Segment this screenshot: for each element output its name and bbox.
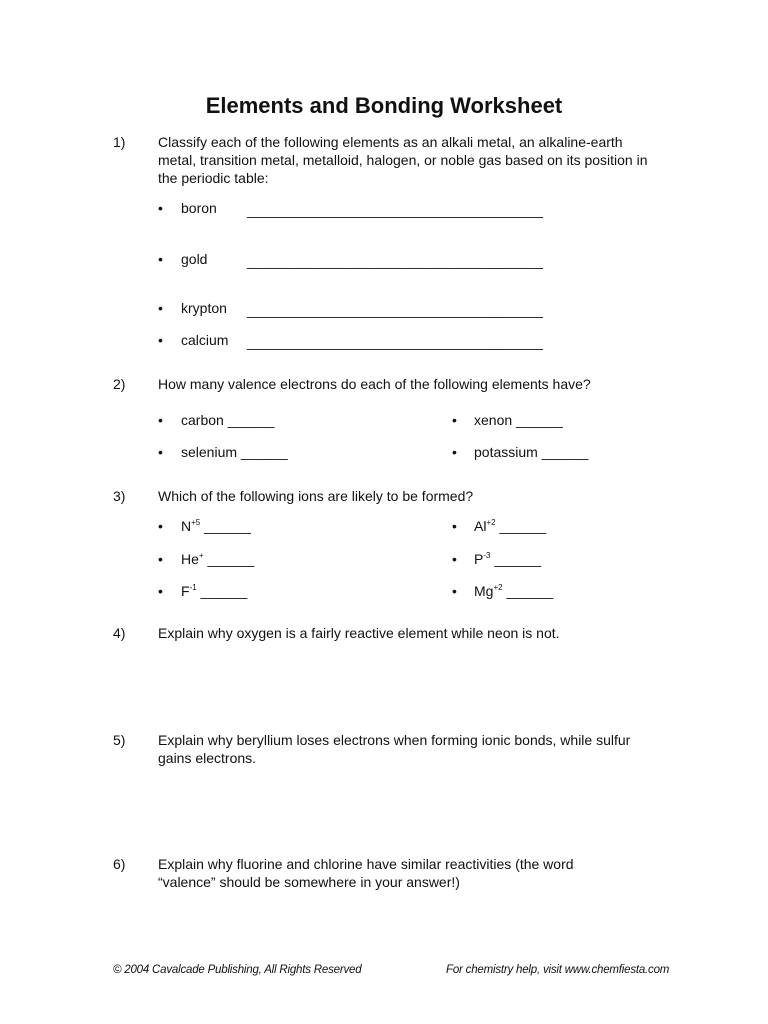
question-1-number: 1) (113, 134, 126, 150)
q2-item-potassium: potassium ______ (474, 444, 589, 460)
bullet-icon: • (452, 551, 457, 567)
q2-item-xenon: xenon ______ (474, 412, 563, 428)
worksheet-title: Elements and Bonding Worksheet (205, 93, 563, 118)
bullet-icon: • (158, 332, 163, 348)
bullet-icon: • (452, 412, 457, 428)
q1-item-gold: gold (181, 251, 208, 267)
bullet-icon: • (452, 583, 457, 599)
answer-line: ______________________________________ (247, 253, 543, 269)
copyright-notice: © 2004 Cavalcade Publishing, All Rights Reserved (113, 964, 362, 976)
q3-item-aluminum-ion: $Al^{+2}$ ______ (474, 518, 547, 534)
question-5-text: Explain why beryllium loses electrons when forming ionic bonds, while sulfur gains electrons. (158, 732, 631, 766)
question-4-text: Explain why oxygen is a fairly reactive element while neon is not. (158, 625, 560, 641)
bullet-icon: • (158, 583, 163, 599)
bullet-icon: • (158, 444, 163, 460)
bullet-icon: • (452, 518, 457, 534)
q1-item-boron: boron (181, 200, 217, 216)
answer-line: ______________________________________ (247, 302, 543, 318)
chemistry-help-link[interactable]: For chemistry help, visit www.chemfiesta.com (446, 964, 670, 976)
q3-item-helium-ion: He+ ______ (181, 551, 255, 567)
q3-item-fluorine-ion: $F^{-1}$ ______ (181, 583, 248, 599)
question-3-number: 3) (113, 488, 126, 504)
bullet-icon: • (158, 551, 163, 567)
q2-item-selenium: selenium ______ (181, 444, 288, 460)
bullet-icon: • (452, 444, 457, 460)
answer-line: ______________________________________ (247, 202, 543, 218)
q1-item-krypton: krypton (181, 300, 227, 316)
q2-item-carbon: carbon ______ (181, 412, 275, 428)
bullet-icon: • (158, 251, 163, 267)
question-6-number: 6) (113, 856, 126, 872)
bullet-icon: • (158, 200, 163, 216)
q1-item-calcium: calcium (181, 332, 229, 348)
bullet-icon: • (158, 412, 163, 428)
question-4-number: 4) (113, 625, 126, 641)
question-2-text: How many valence electrons do each of the following elements have? (158, 376, 591, 392)
q3-item-magnesium-ion: $Mg^{+2}$ ______ (474, 583, 554, 599)
question-5-number: 5) (113, 732, 126, 748)
question-3-text: Which of the following ions are likely to be formed? (158, 488, 474, 504)
bullet-icon: • (158, 300, 163, 316)
q3-item-phosphorus-ion: $P^{-3}$ ______ (474, 551, 542, 567)
bullet-icon: • (158, 518, 163, 534)
question-1-text: Classify each of the following elements as an alkali metal, an alkaline-earth metal, transition metal, metalloid, halogen, or noble gas based on its position in the periodic table: (158, 134, 648, 186)
question-6-text: Explain why fluorine and chlorine have similar reactivities (the word “valence” should be somewhere in your answer!) (158, 856, 574, 890)
q3-item-nitrogen-ion: $N^{+5}$ ______ (181, 518, 251, 534)
answer-line: ______________________________________ (247, 334, 543, 350)
question-2-number: 2) (113, 376, 126, 392)
